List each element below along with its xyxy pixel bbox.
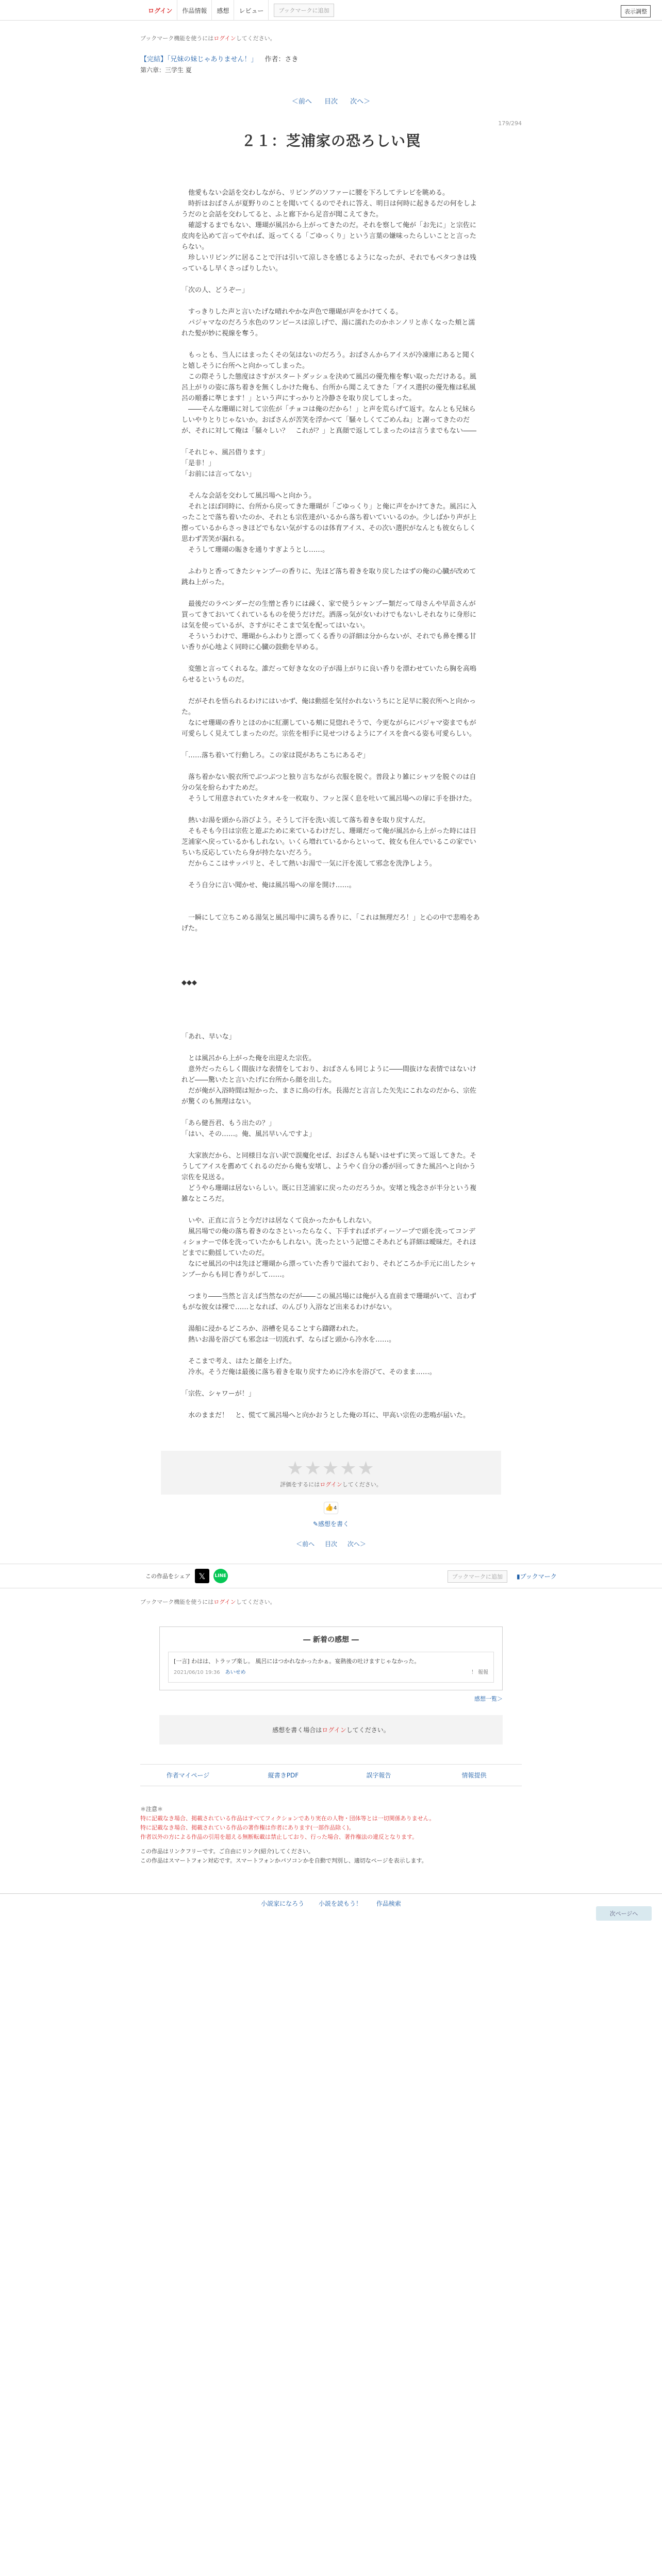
body-paragraph: 「あら健吾君、もう出たの？」 <box>181 1120 276 1127</box>
like-count: 4 <box>333 1505 337 1511</box>
like-button[interactable] <box>324 1502 338 1514</box>
body-paragraph: ◆◆◆ <box>181 979 197 987</box>
add-bookmark-button[interactable]: ブックマークに追加 <box>274 4 334 17</box>
next-link[interactable]: 次へ＞ <box>350 98 371 106</box>
body-paragraph: 時折はおばさんが夏野りのことを聞いてくるのでそれに答え、明日は何時に起きるだの何をしようだのと会話を交わしてると、ふと廊下から足音が聞こえてきた。 <box>181 200 477 218</box>
body-paragraph <box>181 1021 481 1031</box>
body-paragraph <box>181 956 481 967</box>
body-paragraph: そもそも今日は宗佐と遊ぶために来ているわけだし、珊瑚だって俺が風呂から上がった時には日芝浦家へ戻っているかもしれない。いくら増れているからといって、彼女も住んでいるこの家でいちいち反応していたら身が持たないだろう。 <box>181 827 477 857</box>
caution-line-3: 作者以外の方による作品の引用を超える無断転載は禁止しており、行った場合、著作権法の違反となります。 <box>140 1834 418 1840</box>
body-paragraph: 一瞬にして立ちこめる湯気と風呂場中に満ちる香りに、「これは無理だろ！」と心の中で悲鳴をあげた。 <box>181 914 480 933</box>
caution-line-4: この作品はリンクフリーです。ご自由にリンク(紹介)してください。 <box>140 1848 314 1855</box>
bookmark-link[interactable]: ▮ブックマーク <box>517 1573 557 1580</box>
body-paragraph <box>181 902 481 912</box>
body-paragraph <box>181 274 481 285</box>
footer-link-yomou[interactable]: 小説を読もう！ <box>318 1900 362 1907</box>
write-login-link[interactable]: ログイン <box>322 1726 346 1734</box>
body-paragraph <box>181 891 481 902</box>
share-label: この作品をシェア <box>145 1573 191 1580</box>
next-page-side-button[interactable]: 次ページへ <box>596 1906 652 1921</box>
info-provide-link[interactable]: 情報提供 <box>461 1772 487 1779</box>
body-paragraph: そうして用意されていたタオルを一枚取り、フッと深く息を吐いて風呂場への扉に手を掛けた。 <box>181 795 476 803</box>
body-paragraph: つまり――当然と言えば当然なのだが――この風呂場には俺が入る直前まで珊瑚がいて、言わずもがな彼女は裸で……となれば、のんびり入浴など出来るわけがない。 <box>181 1293 476 1311</box>
impression-date: 2021/06/10 19:36 <box>174 1670 220 1675</box>
login-link-bottom[interactable]: ログイン <box>213 1599 236 1605</box>
body-paragraph: そういうわけで、珊瑚からふわりと漂ってくる香りの詳細は分からないが、それでも鼻を擽る甘い香りが心地よく同時に心臓の鼓動を早める。 <box>181 633 476 651</box>
body-paragraph: 「それじゃ、風呂借ります」 <box>181 449 269 456</box>
like-area <box>0 1502 662 1514</box>
write-impression-link[interactable]: ✎感想を書く <box>312 1520 350 1528</box>
body-paragraph: すっきりした声と言いたげな晴れやかな声色で珊瑚が声をかけてくる。 <box>181 308 403 316</box>
body-paragraph: 湯船に浸かるどころか、浴槽を見ることすら躊躇われた。 <box>181 1325 363 1333</box>
body-paragraph: とは風呂から上がった俺を出迎えた宗佐。 <box>181 1055 316 1062</box>
body-paragraph: 熱いお湯を浴びても邪念は一切流れず、ならばと頭から冷水を……。 <box>181 1336 395 1344</box>
add-bookmark-button-bottom[interactable]: ブックマークに追加 <box>448 1570 507 1583</box>
body-paragraph: 珍しいリビングに居ることで汗は引いて涼しさを感じるようになったが、それでもベタつきは残っているし早くさっぱりしたい。 <box>181 254 476 273</box>
body-paragraph <box>181 1140 481 1150</box>
top-nav <box>143 0 334 21</box>
body-paragraph: だからここはサッパリと、そして熱いお湯で一気に汗を流して邪念を洗浄しよう。 <box>181 860 436 868</box>
body-paragraph: 変態と言ってくれるな。誰だって好きな女の子が湯上がりに良い香りを漂わせていたら胸を高鳴らせるというものだ。 <box>181 665 477 684</box>
caution-line-1: 特に記載なき場合、掲載されている作品はすべてフィクションであり実在の人物・団体等とは一切関係ありません。 <box>140 1815 435 1822</box>
body-paragraph: なにせ珊瑚の香りとほのかに紅潮している頬に見惚れそうで、今更ながらにパジャマ姿までもが可愛らしく見えてしまったのだ。宗佐を相手に見せつけるようにアイスを食べる姿も可愛らしい。 <box>181 719 476 738</box>
author-links <box>140 1764 522 1786</box>
report-link[interactable]: ！ 報報 <box>471 1670 488 1675</box>
body-paragraph: この際そうした態度はさすがスタートダッシュを決めて風呂の優先権を奪い取っただけある。風呂上がりの姿に落ち着きを無くしかけた俺も、台所から聞こえてきた「アイス選択の優先権は私風呂の順番に準じます！」という声にすっかりと冷静さを取り戻してしまった。 <box>181 373 476 402</box>
body-paragraph: 風呂場での俺の落ち着きのなさといったらなく、下手すればボディーソープで頭を洗ってコンディショナーで体を洗っていたかもしれない。洗ったという記憶こそあれども詳細は曖昧だ。それほどまでに動揺していたのだ。 <box>181 1228 476 1257</box>
body-paragraph <box>181 869 481 880</box>
share-bar <box>0 1564 662 1588</box>
top-pager <box>0 96 662 106</box>
body-paragraph <box>181 339 481 350</box>
impression-user[interactable]: あいせめ <box>225 1670 246 1675</box>
body-paragraph: 大家族だから、と同様日な言い訳で誤魔化せば、おばさんも疑いはせずに笑って返してきた。そうしてアイスを薦めてくれるのだから俺も安堵し、ようやく自分の番が回ってきた風呂へと向かう宗佐を見送る。 <box>181 1152 477 1181</box>
body-paragraph: ――そんな珊瑚に対して宗佐が「チョコは俺のだから！」と声を荒らげて返す。なんとも兄妹らしいやりとりじゃないか。おばさんが苦笑を浮かべて「騒々しくてごめんね」と謝ってきたのだが、それに対して俺は「騒々しい？ これが？」と真顔で返してしまったのは言うまでもない―― <box>181 405 477 435</box>
body-paragraph: それとほぼ同時に、台所から戻ってきた珊瑚が「ごゆっくり」と俺に声をかけてきた。風呂に入ったことで落ち着いたのか、それとも宗佐達がいるから落ち着いていいるのか。少しばかり声が上擦っているからさっきほどでもない気がするのは体育アイス、その次い選択がなんとも彼女らしく思わず苦笑が漏れる。 <box>181 503 477 543</box>
nav-impressions[interactable]: 感想 <box>212 0 234 21</box>
body-paragraph: そうして珊瑚の賑きを通りすぎようとし……。 <box>181 546 329 554</box>
body-paragraph: 「はい、その……。俺、風呂早いんですよ」 <box>181 1130 316 1138</box>
body-paragraph: ふわりと香ってきたシャンプーの香りに、先ほど落ち着きを取り戻したはずの俺の心臓が改めて跳ね上がった。 <box>181 568 476 586</box>
body-paragraph <box>181 1205 481 1215</box>
body-paragraph <box>181 1399 481 1410</box>
impressions-title: ― 新着の感想 ― <box>303 1636 359 1644</box>
body-paragraph: だがそれを悟られるわけにはいかず、俺は動揺を気付かれないうちにと足早に脱衣所へと向かった。 <box>181 698 476 716</box>
body-paragraph: そう自分に言い聞かせ、俺は風呂場への扉を開け……。 <box>181 882 356 889</box>
body-paragraph <box>181 1280 481 1291</box>
author-name: 作者：さき <box>264 56 299 63</box>
bookmark-login-note-bottom: ブックマーク機能を使うにはログインしてください。 <box>140 1599 276 1605</box>
impression-card <box>168 1652 494 1683</box>
body-paragraph <box>181 1107 481 1118</box>
body-paragraph: 落ち着かない脱衣所でぶつぶつと独り言ちながら衣服を脱ぐ。普段より雑にシャツを脱ぐのは自分の気を紛らわすためだ。 <box>181 773 476 792</box>
body-paragraph <box>181 685 481 696</box>
body-paragraph: 「……落ち着いて行動しろ。この家は罠があちこちにあるぞ」 <box>181 752 370 759</box>
line-share-icon[interactable]: LINE <box>213 1569 228 1583</box>
body-paragraph <box>181 999 481 1010</box>
body-paragraph: もっとも、当人にはまったくその気はないのだろう。おばさんからアイスが冷凍庫にあると聞くと嬉しそうに台所へと向かってしまった。 <box>181 351 476 370</box>
impression-meta <box>174 1669 488 1677</box>
x-share-icon[interactable]: 𝕏 <box>195 1569 209 1583</box>
series-header <box>140 21 522 74</box>
episode-counter: 179/294 <box>498 120 522 127</box>
nav-novel-info[interactable]: 作品情報 <box>177 0 212 21</box>
login-link[interactable]: ログイン <box>213 35 236 42</box>
body-paragraph: 熱いお湯を頭から浴びよう。そうして汗を洗い流して落ち着きを取り戻すんだ。 <box>181 817 430 824</box>
body-paragraph <box>181 934 481 945</box>
body-paragraph <box>181 1042 481 1053</box>
body-paragraph: 「宗佐、シャワーが！」 <box>181 1390 255 1398</box>
body-paragraph: 冷水。そうだ俺は最後に落ち着きを取り戻すために冷水を浴びて、そのまま……。 <box>181 1368 436 1376</box>
body-paragraph: 最後だのラベンダーだの生憎と香りには疎く、家で使うシャンプー類だって母さんや早苗さんが買ってきておいてくれているものを使うだけだ。洒落っ気が女いわけでもないしそれなりに身形には気を使っているが、さすがにそこまで気を配ってはいない。 <box>181 600 477 630</box>
caution-box <box>140 1805 522 1866</box>
prev-link[interactable]: ＜前へ <box>291 98 312 106</box>
body-paragraph <box>181 988 481 999</box>
rating-box <box>161 1451 501 1495</box>
episode-title: ２１：芝浦家の恐ろしい罠 <box>241 132 421 149</box>
body-paragraph: 「お前には言ってない」 <box>181 470 256 478</box>
body-paragraph <box>181 804 481 815</box>
toc-link-bottom[interactable]: 目次 <box>324 1540 337 1548</box>
footer-link-search[interactable]: 作品検索 <box>376 1900 401 1907</box>
body-paragraph: そんな会話を交わして風呂場へと向かう。 <box>181 492 316 500</box>
body-paragraph: 他愛もない会話を交わしながら、リビングのソファーに腰を下ろしてテレビを眺める。 <box>181 189 449 197</box>
body-paragraph: 「是非！」 <box>181 460 216 467</box>
body-paragraph <box>181 967 481 977</box>
impression-list-link[interactable]: 感想一覧＞ <box>474 1696 503 1702</box>
rating-login-note: 評価をするにはログインしてください。 <box>280 1481 382 1488</box>
body-paragraph: パジャマなのだろう水色のワンピースは涼しげで、湯に濡れたのかホンノリと赤くなった頬と濡れた髪が妙に視線を奪う。 <box>181 319 475 337</box>
display-settings-button[interactable]: 表示調整 <box>621 5 651 18</box>
body-paragraph <box>181 1345 481 1356</box>
body-paragraph: どうやら珊瑚は居ないらしい。既に日芝浦家に戻ったのだろうか。安堵と残念さが半分という複雑なところだ。 <box>181 1184 477 1203</box>
prev-link-bottom[interactable]: ＜前へ <box>296 1540 315 1548</box>
bottom-pager <box>0 1539 662 1548</box>
body-paragraph <box>181 480 481 490</box>
impression-text: [一言] わはは、トラップ楽し。 風呂にはつかれなかったかぁ。宴熱後の吐けますじゃなかった。 <box>174 1658 420 1665</box>
body-paragraph <box>181 1313 481 1324</box>
author-mypage-link[interactable]: 作者マイページ <box>166 1772 210 1779</box>
body-paragraph: だが俺が入浴時間は短かった、まさに鳥の行水。長湯だと言言した矢先にこれなのだから、宗佐が驚くのも無理はない。 <box>181 1087 477 1106</box>
body-paragraph <box>181 761 481 772</box>
novel-title <box>140 54 522 63</box>
rating-login-link[interactable]: ログイン <box>320 1481 342 1488</box>
body-paragraph <box>181 945 481 956</box>
body-paragraph <box>181 1378 481 1388</box>
chapter-title: 第六章：三学生 夏 <box>140 66 192 74</box>
next-link-bottom[interactable]: 次へ＞ <box>347 1540 366 1548</box>
body-paragraph <box>181 653 481 664</box>
vertical-pdf-link[interactable]: 縦書きPDF <box>268 1772 299 1779</box>
site-footer <box>0 1893 662 1915</box>
novel-body <box>181 188 481 1421</box>
toc-link[interactable]: 目次 <box>324 98 338 106</box>
body-paragraph <box>181 739 481 750</box>
bookmark-login-note: ブックマーク機能を使うにはログインしてください。 <box>140 35 276 42</box>
caution-title: ＊注意＊ <box>140 1806 163 1812</box>
body-paragraph <box>181 296 481 307</box>
new-impressions-box <box>159 1626 503 1690</box>
body-paragraph: なにせ風呂の中は先ほど珊瑚から漂っていた香りで溢れており、それどころか手元に出したシャンプーからも同じ香りがして……。 <box>181 1260 476 1279</box>
typo-report-link[interactable]: 誤字報告 <box>366 1772 391 1779</box>
body-paragraph: 意外だったらしく間抜けな表情をしており、おばさんも同じように――間抜けな表情ではないけれど――驚いたと言いたげに台所から顔を出した。 <box>181 1065 477 1084</box>
body-paragraph <box>181 555 481 566</box>
top-header <box>0 0 662 21</box>
write-impression-box: 感想を書く場合はログインしてください。 <box>159 1715 503 1744</box>
body-paragraph: 「次の人、どうぞー」 <box>181 286 249 294</box>
body-paragraph: 確認するまでもない、珊瑚が風呂から上がってきたのだ。それを察して俺が「お先に」と宗佐に皮肉を込めて言ってやれば、返ってくる「ごゆっくり」という言葉の嫌味ったらしいことと言ったらない。 <box>181 222 477 251</box>
body-paragraph <box>181 588 481 599</box>
rating-stars[interactable]: ★★★★★ <box>287 1458 375 1479</box>
novel-title-link[interactable]: 【完結】「兄妹の妹じゃありません！」 <box>140 56 258 63</box>
caution-line-2: 特に記載なき場合、掲載されている作品の著作権は作者にあります(一部作品除く)。 <box>140 1824 355 1831</box>
caution-line-5: この作品はスマートフォン対応です。スマートフォンかパソコンかを自動で判別し、適切なページを表示します。 <box>140 1857 427 1864</box>
nav-review[interactable]: レビュー <box>234 0 269 21</box>
body-paragraph <box>181 436 481 447</box>
thumbs-up-icon: 👍 <box>325 1504 334 1512</box>
body-paragraph <box>181 1010 481 1021</box>
body-paragraph: いや、正直に言うと今だけは居なくて良かったかもしれない。 <box>181 1217 376 1225</box>
body-paragraph: 水のままだ！ と、慌てて風呂場へと向かおうとした俺の耳に、甲高い宗佐の悲鳴が届いた。 <box>181 1412 470 1419</box>
nav-login[interactable]: ログイン <box>143 0 177 21</box>
body-paragraph: 「あれ、早いな」 <box>181 1033 236 1041</box>
body-paragraph: そこまで考え、はたと顔を上げた。 <box>181 1358 296 1365</box>
footer-link-narou[interactable]: 小説家になろう <box>261 1900 305 1907</box>
